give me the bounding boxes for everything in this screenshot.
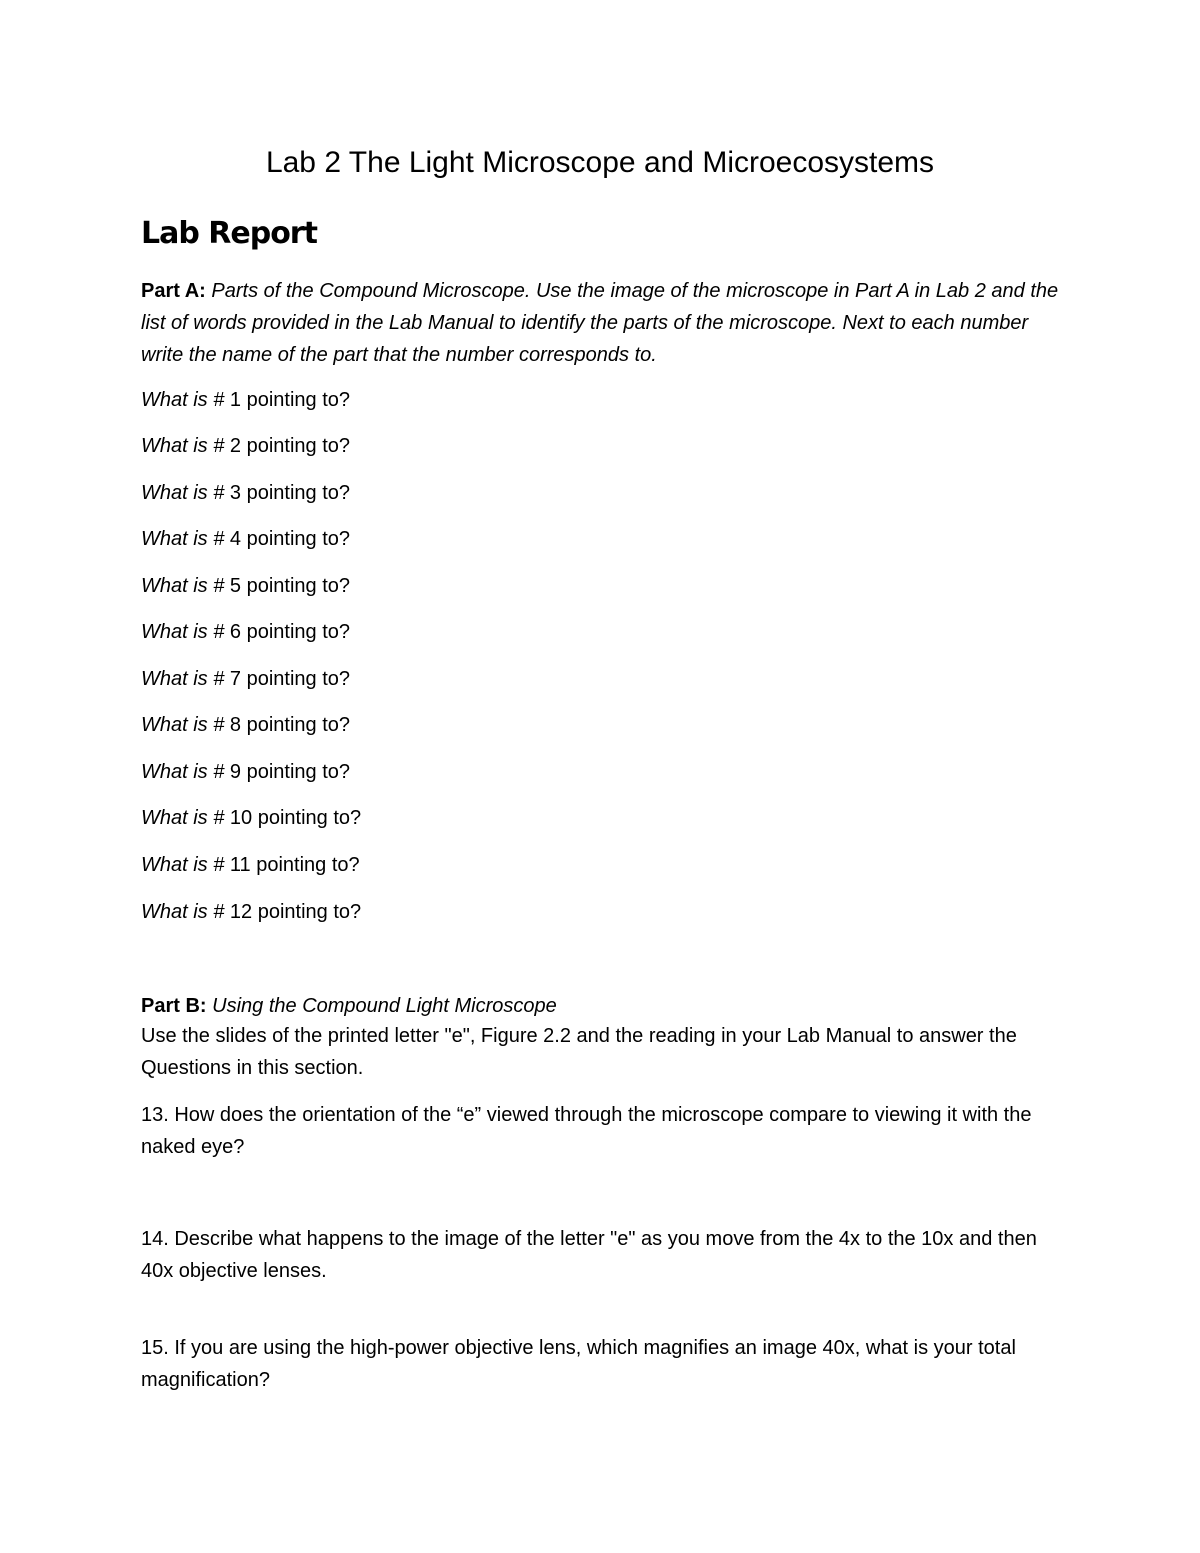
question-7: What is # 7 pointing to?: [141, 668, 351, 690]
question-1: What is # 1 pointing to?: [141, 389, 351, 411]
part-b-label: Part B: [141, 995, 200, 1017]
question-13: 13. How does the orientation of the “e” viewed through the microscope compare to viewing it with the naked eye?: [141, 1104, 1032, 1158]
question-5: What is # 5 pointing to?: [141, 575, 351, 597]
part-b-title: Using the Compound Light Microscope: [212, 995, 557, 1017]
part-b-heading: Part B: Using the Compound Light Microscope: [141, 995, 557, 1017]
question-12: What is # 12 pointing to?: [141, 901, 362, 923]
question-3: What is # 3 pointing to?: [141, 482, 351, 504]
part-b-instructions: Use the slides of the printed letter "e", Figure 2.2 and the reading in your Lab Manual to answer the Questions in this section.: [141, 1025, 1017, 1079]
part-a-label: Part A:: [141, 280, 206, 302]
question-4: What is # 4 pointing to?: [141, 528, 351, 550]
question-14: 14. Describe what happens to the image of the letter "e" as you move from the 4x to the 10x and then 40x objective lenses.: [141, 1228, 1037, 1282]
question-2: What is # 2 pointing to?: [141, 435, 351, 457]
question-10: What is # 10 pointing to?: [141, 807, 362, 829]
question-8: What is # 8 pointing to?: [141, 714, 351, 736]
document-title: Lab 2 The Light Microscope and Microecosystems: [265, 146, 935, 179]
question-15: 15. If you are using the high-power objective lens, which magnifies an image 40x, what is your total magnification?: [141, 1337, 1016, 1391]
part-a-text: Parts of the Compound Microscope. Use the image of the microscope in Part A in Lab 2 and the list of words provided in the Lab Manual to identify the parts of the microscope. Next to each number write the name of the part that the number corresponds to.: [141, 280, 1059, 366]
part-a-instructions: [141, 275, 1071, 371]
lab-report-heading: Lab Report: [141, 216, 317, 251]
question-6: What is # 6 pointing to?: [141, 621, 351, 643]
question-11: What is # 11 pointing to?: [141, 854, 360, 876]
question-9: What is # 9 pointing to?: [141, 761, 351, 783]
